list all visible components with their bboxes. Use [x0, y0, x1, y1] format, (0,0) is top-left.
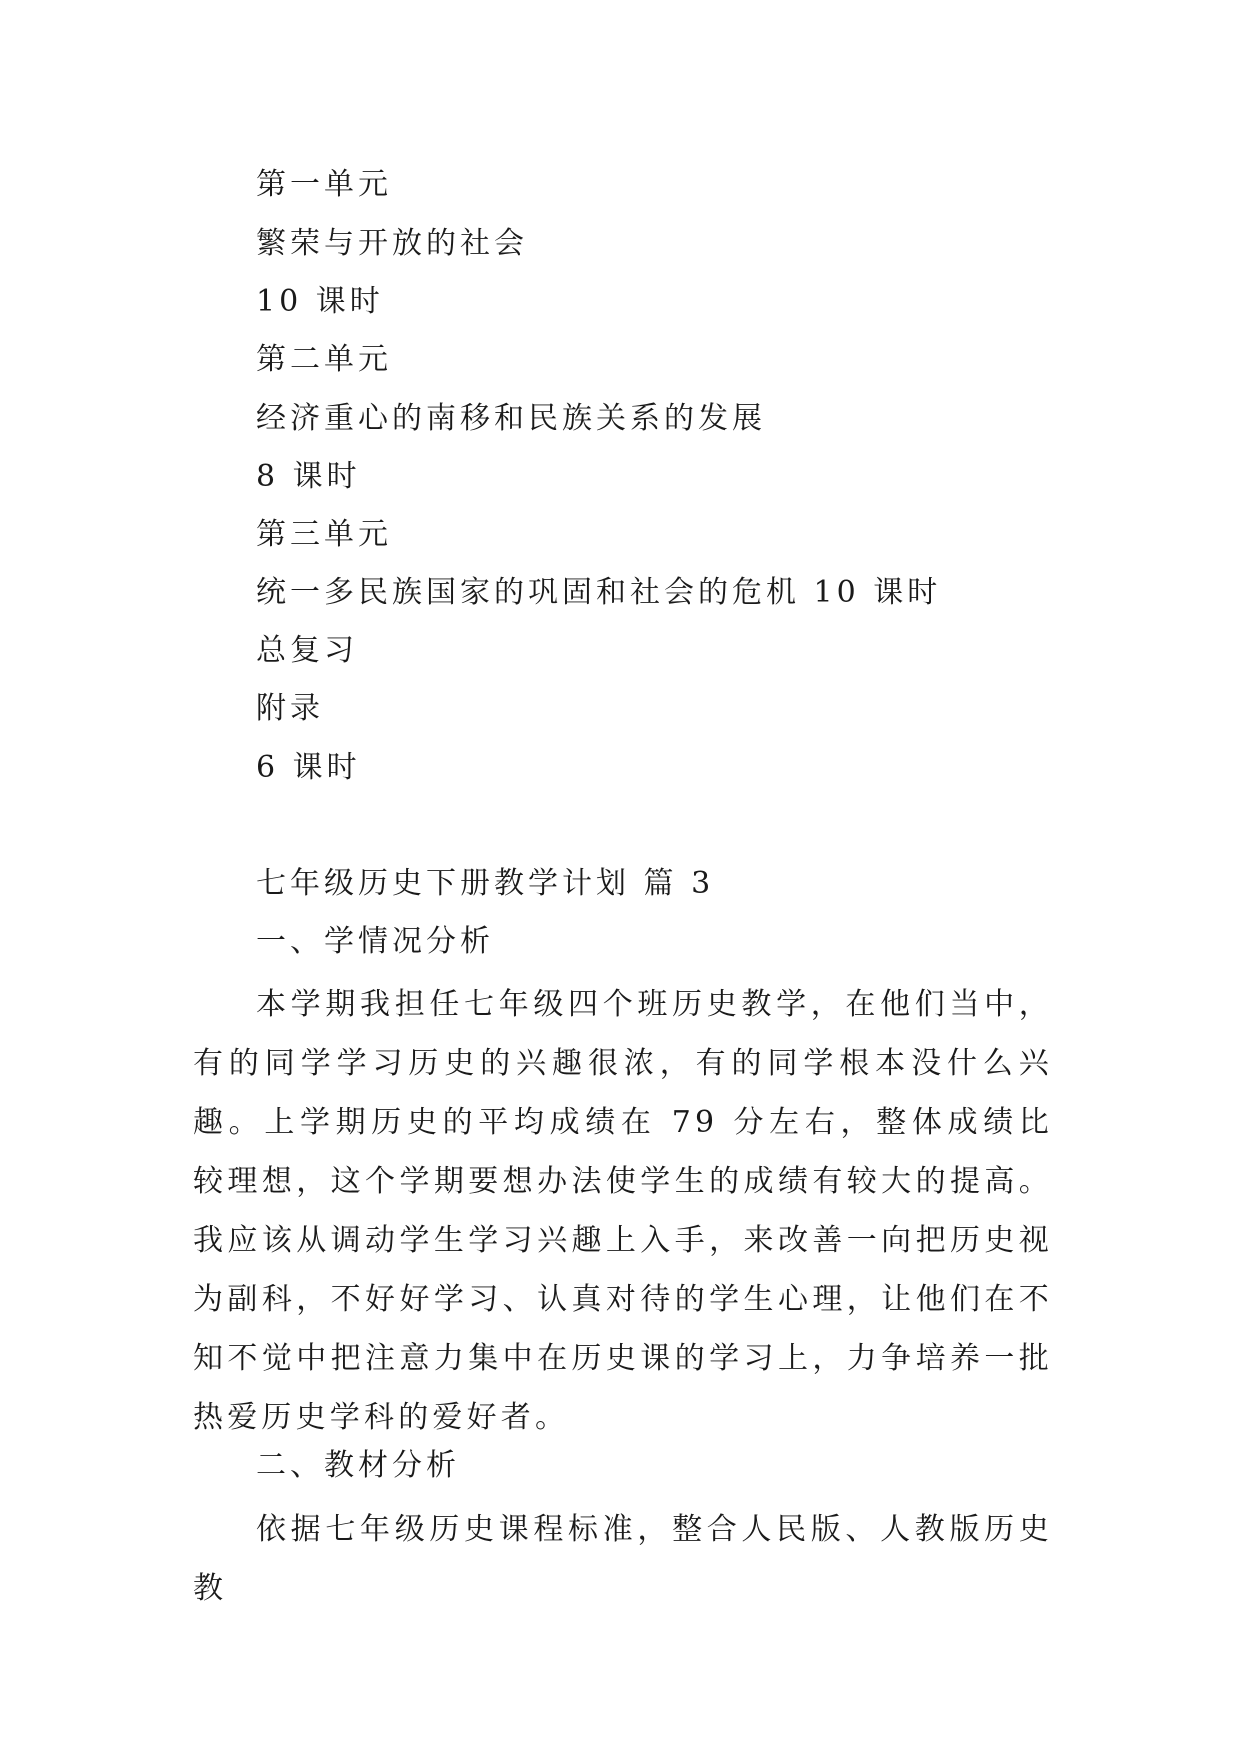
- toc-review: 总复习: [256, 633, 358, 668]
- toc-unit-3: 第三单元: [256, 517, 392, 552]
- toc-unit-2: 第二单元: [256, 342, 392, 377]
- heading-textbook-analysis: 二、教材分析: [256, 1448, 460, 1483]
- heading-situation-analysis: 一、学情况分析: [256, 924, 494, 959]
- toc-unit-1-hours: 10 课时: [256, 284, 384, 319]
- toc-unit-3-title-hours: 统一多民族国家的巩固和社会的危机 10 课时: [256, 575, 942, 610]
- toc-unit-1-title: 繁荣与开放的社会: [256, 226, 528, 261]
- toc-appendix: 附录: [256, 691, 324, 726]
- toc-unit-1: 第一单元: [256, 167, 392, 202]
- section-title: 七年级历史下册教学计划 篇 3: [256, 866, 715, 901]
- paragraph-situation-analysis: 本学期我担任七年级四个班历史教学，在他们当中，有的同学学习历史的兴趣很浓，有的同学根本没什么兴趣。上学期历史的平均成绩在 79 分左右，整体成绩比较理想，这个学期要想办法使学生的成绩有较大的提高。我应该从调动学生学习兴趣上入手，来改善一向把历史视为副科，不好好学习、认真对待的学生心理，让他们在不知不觉中把注意力集中在历史课的学习上，力争培养一批热爱历史学科的爱好者。: [193, 987, 1053, 1435]
- paragraph-textbook-analysis: 依据七年级历史课程标准，整合人民版、人教版历史教: [193, 1512, 1053, 1606]
- toc-unit-2-hours: 8 课时: [256, 459, 361, 494]
- toc-appendix-hours: 6 课时: [256, 750, 361, 785]
- toc-unit-2-title: 经济重心的南移和民族关系的发展: [256, 401, 766, 436]
